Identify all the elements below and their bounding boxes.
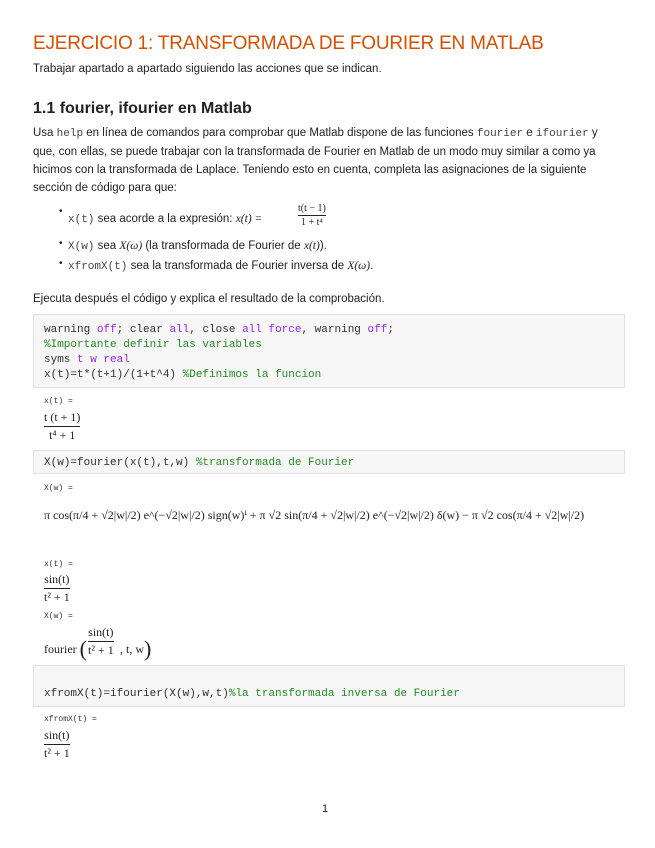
inline-code-help: help xyxy=(56,128,84,140)
execute-instruction: Ejecuta después el código y explica el resultado de la comprobación. xyxy=(33,293,385,305)
page-number: 1 xyxy=(322,803,329,815)
inline-code-fourier: fourier xyxy=(476,128,524,140)
bullet-fraction: t(t − 1) 1 + t⁴ xyxy=(298,203,326,228)
output-fourier-call: fourier ( xyxy=(44,636,87,661)
output-label: X(w) = xyxy=(44,612,73,621)
output-label: x(t) = xyxy=(44,560,73,569)
bullet-icon: • xyxy=(59,238,63,249)
bullet-icon: • xyxy=(59,206,63,217)
section-paragraph: Usa help en línea de comandos para comprobar que Matlab dispone de las funciones fourier e ifourier y que, con ellas, se puede trabajar con la transformada de Fourier en Matlab de un modo muy similar a como ya hicimos con la transformada de Laplace. Teniendo esto en cuenta, completa las asignaciones de la siguiente sección de código para que: xyxy=(33,127,598,194)
code-block[interactable]: X(w)=fourier(x(t),t,w) %transformada de Fourier xyxy=(33,450,625,474)
section-heading: 1.1 fourier, ifourier en Matlab xyxy=(33,100,252,117)
list-item: • xfromX(t) sea la transformada de Fourier inversa de X(ω). xyxy=(59,258,374,273)
page-title: EJERCICIO 1: TRANSFORMADA DE FOURIER EN MATLAB xyxy=(33,33,544,54)
output-fourier-args: , t, w) xyxy=(120,636,152,661)
code-block[interactable]: warning off; clear all, close all force, warning off; %Importante definir las variables syms t w real x(t)=t*(t+1)/(1+t^4) %Definimos la funcion xyxy=(33,314,625,388)
output-label: X(w) = xyxy=(44,484,73,493)
list-item: • x(t) sea acorde a la expresión: x(t) = xyxy=(59,206,263,226)
output-fraction: sin(t) t² + 1 xyxy=(44,572,70,604)
output-label: xfromX(t) = xyxy=(44,715,97,724)
intro-text: Trabajar apartado a apartado siguiendo las acciones que se indican. xyxy=(33,63,382,75)
list-item: • X(w) sea X(ω) (la transformada de Fourier de x(t)). xyxy=(59,238,327,253)
output-expression: π cos(π/4 + √2|w|/2) e^(−√2|w|/2) sign(w)ⁱ + π √2 sin(π/4 + √2|w|/2) e^(−√2|w|/2) δ(w) − π √2 cos(π/4 + √2|w|/2) xyxy=(44,508,585,522)
inline-code-ifourier: ifourier xyxy=(535,128,589,140)
bullet-icon: • xyxy=(59,258,63,269)
code-block[interactable]: xfromX(t)=ifourier(X(w),w,t)%la transformada inversa de Fourier xyxy=(33,665,625,707)
output-fraction: sin(t) t² + 1 xyxy=(44,728,70,760)
output-label: x(t) = xyxy=(44,397,73,406)
output-fraction: sin(t) t² + 1 xyxy=(88,625,114,657)
output-fraction: t (t + 1) t⁴ + 1 xyxy=(44,410,81,442)
